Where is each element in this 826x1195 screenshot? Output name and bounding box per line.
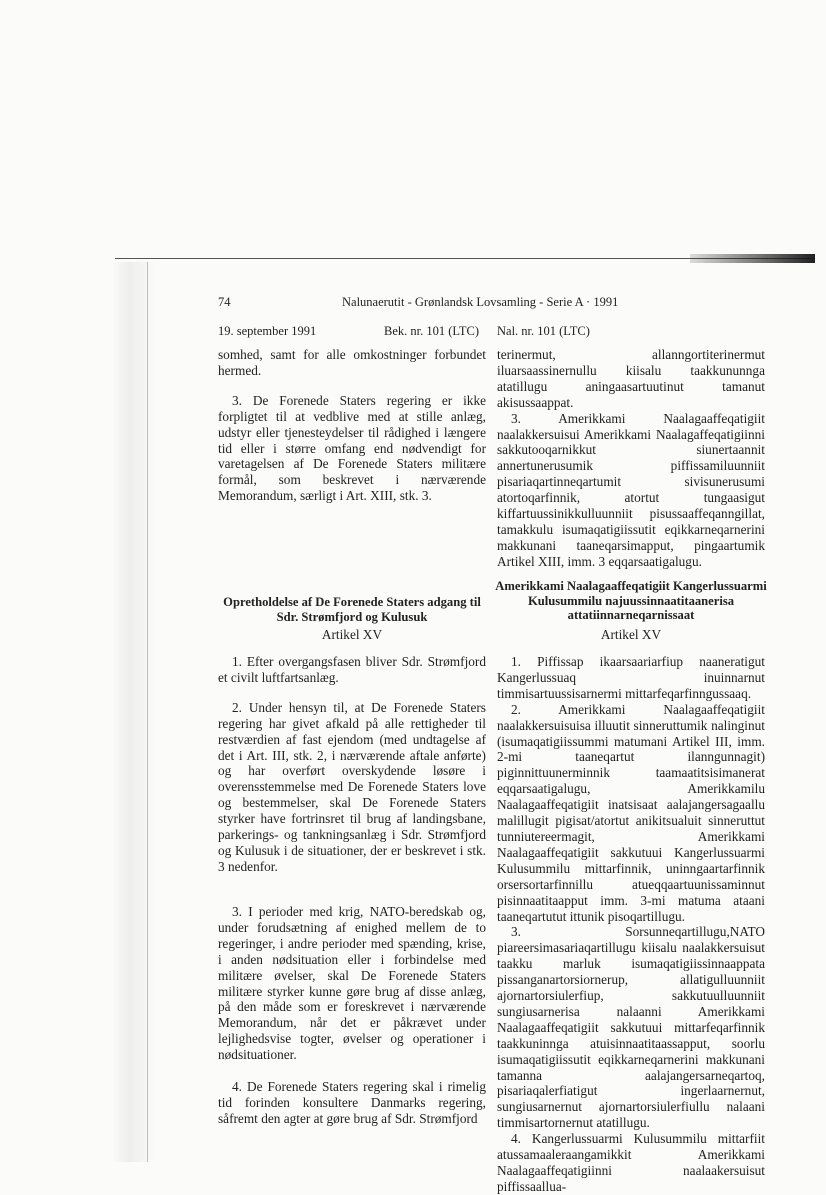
danish-paragraph: 3. De Forenede Staters regering er ikke forpligtet til at vedblive med at stille anlæg, udstyr eller tjenesteydelser til rådighed i længere tid eller i større omfang end nødvendigt for varetagelsen af De Forenede Staters militære formål, som beskrevet i nærværende Memorandum, særligt i Art. XIII, stk. 3.	[218, 392, 486, 504]
danish-paragraph: 3. I perioder med krig, NATO-beredskab og, under forudsætning af enighed mellem de to regeringer, i andre perioder med spænding, krise, i anden nødsituation eller i forbindelse med militære øvelser, skal De Forenede Staters militære styrker kunne gøre brug af disse anlæg, på den måde som er foreskrevet i nærværende Memorandum, når det er påkrævet under lejlighedsvise togter, øvelser og operationer i nødsituationer.	[218, 904, 486, 1063]
danish-article-label: Artikel XV	[321, 627, 383, 642]
danish-section-heading: Opretholdelse af De Forenede Staters adgang til Sdr. Strømfjord og Kulusuk	[223, 595, 481, 624]
greenlandic-paragraph: 1. Piffissap ikaarsaariarfiup naaneratigut Kangerlussuaq inuinnarnut timmisartuussisarnermi mittarfeqarfinngussaaq.	[497, 654, 765, 701]
date-label: 19. september 1991	[218, 324, 317, 338]
greenlandic-paragraph: 3. Sorsunneqartillugu,NATO piareersimasariaqartillugu kiisalu naalakkersuisut taakku marluk isumaqatigiissinnaappata pissanganartorsiornerup, allatigulluunniit ajornartorsiulerfiup, sakkutuulluunniit sungiusarnerisa nalaanni Amerikkami Naalagaaffeqatigiit sakkutuui mittarfeqarfinnik taakkuninnga atuisinnaatitaassapput, soorlu isumaqatigiissutit eqikkarneqarnerini makkunani tamanna aalajangersarneqartoq, pisariaqalerfiatigut ingerlaarnernut, sungiusarnernut ajornartorsiulerfiullu nalaani timmisartornernut atatillugu.	[497, 924, 765, 1131]
greenlandic-article-label: Artikel XV	[600, 627, 662, 642]
danish-paragraph: 4. De Forenede Staters regering skal i rimelig tid forinden konsultere Danmarks regering, såfremt den agter at gøre brug af Sdr. Strømfjord	[218, 1079, 486, 1126]
greenlandic-paragraph: 2. Amerikkami Naalagaaffeqatigiit naalakkersuisuisa illuutit sinneruttumik nalinginut (isumaqatigiissummi matumani Artikel III, imm. 2-mi taaneqartut ilanngunnagit) piginnittuunerminnik taamaatitsisimanerat eqqarsaatigalugu, Amerikkamilu Naalagaaffeqatigiit inatsisaat aalajangersagaallu malillugit pigisat/atortut anikitsualuit sinneruttut tunniutereermagit, Amerikkami Naalagaaffeqatigiit sakkutuui Kangerlussuarmi Kulusummilu mittarfinnik, uninngaartarfinnik orsersortarfinnillu atueqqaartuunissaminnut pisinnaatitaapput imm. 3-mi matuma ataani taaneqartutut ittunik pisoqartillugu.	[497, 701, 765, 924]
scan-edge-shadow	[112, 262, 156, 1162]
greenlandic-paragraph: 3. Amerikkami Naalagaaffeqatigiit naalakkersuisui Amerikkami Naalagaffeqatigiinni sakkutooqarnikkut siunertaannit annertunerusumik piffissamiluunniit pisariaqartinneqartumit sivisunerusumi atortoqarfinnik, atortut tungaasigut kiffartuussinikkulluunniit pisussaaffeqanngillat, tamakkulu isumaqatigiissutit eqikkarneqarnerini makkunani taaneqarsimapput, pingaartumik Artikel XIII, imm. 3 eqqarsaatigalugu.	[497, 410, 765, 569]
running-head: Nalunaerutit - Grønlandsk Lovsamling - Serie A · 1991	[342, 295, 619, 309]
scan-edge-line	[147, 262, 148, 1162]
danish-column-top	[218, 347, 486, 504]
greenlandic-paragraph: 4. Kangerlussuarmi Kulusummilu mittarfiit atussamaaleraangamikkit Amerikkami Naalagaaffeqatigiinni naalaakersuisut piffissaallua-	[497, 1131, 765, 1194]
danish-paragraph: 1. Efter overgangsfasen bliver Sdr. Strømfjord et civilt luftfartsanlæg.	[218, 654, 486, 685]
greenlandic-column-body	[497, 654, 765, 1195]
bek-reference: Bek. nr. 101 (LTC)	[384, 324, 480, 338]
greenlandic-section-heading: Amerikkami Naalagaaffeqatigiit Kangerlussuarmi Kulusummilu najuussinnaatitaanerisa attatiinnarneqarnissaat	[495, 579, 767, 622]
danish-paragraph: 2. Under hensyn til, at De Forenede Staters regering har givet afkald på alle rettigheder til restværdien af fast ejendom (med undtagelse af det i Art. III, stk. 2, i nærværende aftale anførte) og har overført overskydende løsøre i overensstemmelse med De Forenede Staters love og bestemmelser, skal De Forenede Staters styrker have fortrinsret til brug af landingsbane, parkerings- og tankningsanlæg i Sdr. Strømfjord og Kulusuk i de situationer, der er beskrevet i stk. 3 nedenfor.	[218, 699, 486, 874]
danish-column-bottom	[218, 1079, 486, 1127]
greenlandic-paragraph: terinermut, allanngortiterinermut iluarsaassinernullu kiisalu taakkununnga atatillugu aningaasartuutinut tamanut akisussaappat.	[497, 347, 765, 410]
page-number: 74	[218, 295, 231, 309]
danish-column-lower	[218, 904, 486, 1063]
top-rule-smudge	[690, 254, 815, 263]
danish-column-body	[218, 654, 486, 875]
greenlandic-column-top	[497, 347, 765, 570]
danish-paragraph: somhed, samt for alle omkostninger forbundet hermed.	[218, 347, 486, 378]
nal-reference: Nal. nr. 101 (LTC)	[497, 324, 590, 338]
